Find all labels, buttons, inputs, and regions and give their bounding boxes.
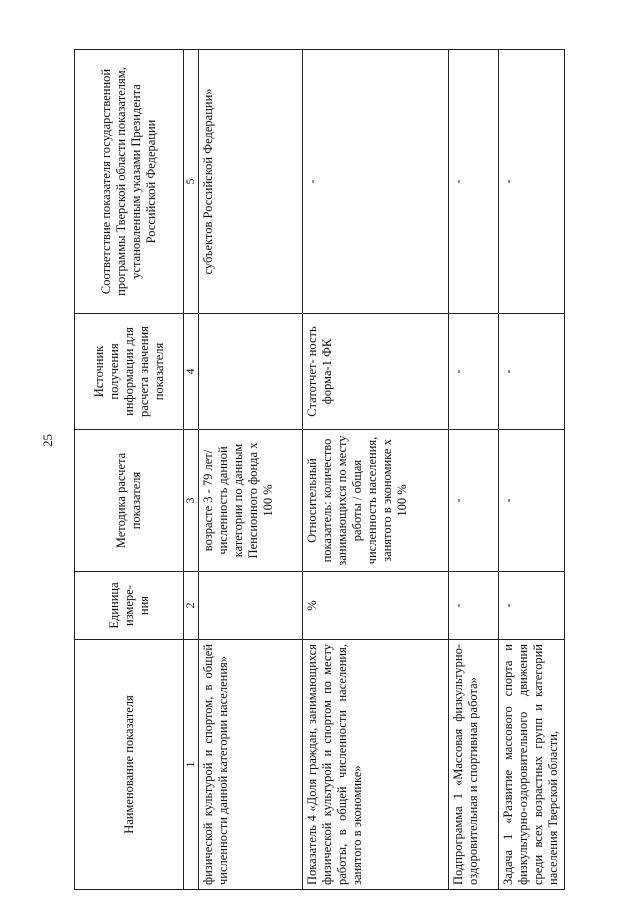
table-row	[199, 50, 303, 890]
cell-unit: %	[303, 572, 449, 640]
cell-method: -	[499, 430, 565, 572]
cell-source: -	[449, 314, 499, 430]
cell-name: физической культурой и спортом, в общей численности данной категории населения»	[199, 640, 303, 890]
cell-name: Показатель 4 «Доля граждан, занимающихся физической культурой и спортом по месту работы, в общей численности населения, занятого в экономике»	[303, 640, 449, 890]
cell-source: -	[499, 314, 565, 430]
cell-compliance: субъектов Российской Федерации»	[199, 50, 303, 314]
header-index: 1	[184, 640, 199, 890]
cell-compliance: -	[449, 50, 499, 314]
header-index: 5	[184, 50, 199, 314]
cell-unit: -	[449, 572, 499, 640]
cell-method: Относительный показатель: количество занимающихся по месту работы / общая численность населения, занятого в экономике х 100 %	[303, 430, 449, 572]
cell-unit	[199, 572, 303, 640]
indicator-table	[74, 49, 565, 890]
header-index: 3	[184, 430, 199, 572]
cell-unit: -	[499, 572, 565, 640]
header-source: Источник получения информации для расчета значения показателя	[75, 314, 184, 430]
cell-source	[199, 314, 303, 430]
table-row	[449, 50, 499, 890]
header-index: 4	[184, 314, 199, 430]
page-number: 25	[40, 434, 55, 447]
cell-compliance: -	[303, 50, 449, 314]
cell-name: Подпрограмма 1 «Массовая физкультурно-оздоровительная и спортивная работа»	[449, 640, 499, 890]
cell-method: -	[449, 430, 499, 572]
indicator-table-rotated	[74, 50, 604, 890]
header-method: Методика расчета показателя	[75, 430, 184, 572]
table-row	[303, 50, 449, 890]
header-name: Наименование показателя	[75, 640, 184, 890]
cell-method: возрасте 3 - 79 лет/ численность данной категории по данным Пенсионного фонда х 100 %	[199, 430, 303, 572]
header-unit: Единица измере- ния	[75, 572, 184, 640]
cell-source: Статотчет- ность форма-1 ФК	[303, 314, 449, 430]
table-row	[499, 50, 565, 890]
header-index: 2	[184, 572, 199, 640]
cell-name: Задача 1 «Развитие массового спорта и физкультурно-оздоровительного движения среди всех возрастных групп и категорий населения Тверской области,	[499, 640, 565, 890]
header-compliance: Соответствие показателя государственной программы Тверской области показателям, установленным указами Президента Российской Федерации	[75, 50, 184, 314]
cell-compliance: -	[499, 50, 565, 314]
